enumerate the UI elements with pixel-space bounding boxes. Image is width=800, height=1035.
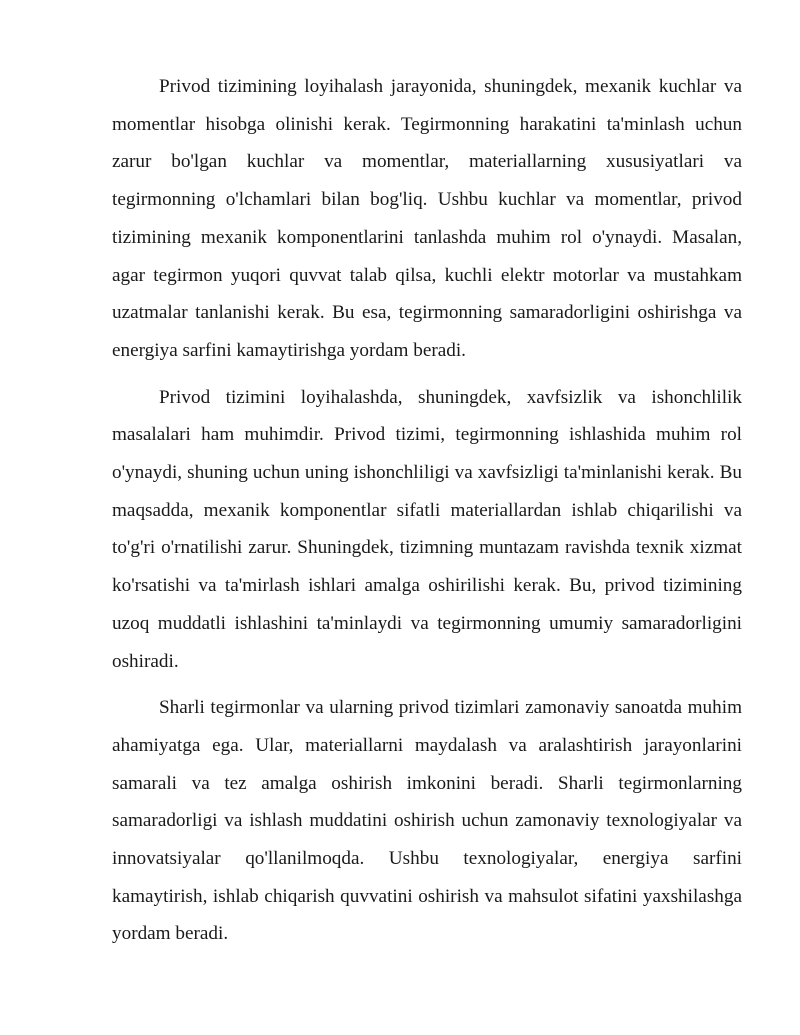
paragraph-3: Sharli tegirmonlar va ularning privod tizimlari zamonaviy sanoatda muhim ahamiyatga ega. Ular, materiallarni maydalash va aralashtirish jarayonlarini samarali va tez amalga oshirish imkonini beradi. Sharli tegirmonlarning samaradorligi va ishlash muddatini oshirish uchun zamonaviy texnologiyalar va innovatsiyalar qo'llanilmoqda. Ushbu texnologiyalar, energiya sarfini kamaytirish, ishlab chiqarish quvvatini oshirish va mahsulot sifatini yaxshilashga yordam beradi. <box>112 697 742 945</box>
paragraph-1: Privod tizimining loyihalash jarayonida, shuningdek, mexanik kuchlar va momentlar hisobga olinishi kerak. Tegirmonning harakatini ta'minlash uchun zarur bo'lgan kuchlar va momentlar, materiallarning xususiyatlari va tegirmonning o'lchamlari bilan bog'liq. Ushbu kuchlar va momentlar, privod tizimining mexanik komponentlarini tanlashda muhim rol o'ynaydi. Masalan, agar tegirmon yuqori quvvat talab qilsa, kuchli elektr motorlar va mustahkam uzatmalar tanlanishi kerak. Bu esa, tegirmonning samaradorligini oshirishga va energiya sarfini kamaytirishga yordam beradi. <box>112 76 742 361</box>
paragraph-2: Privod tizimini loyihalashda, shuningdek, xavfsizlik va ishonchlilik masalalari ham muhimdir. Privod tizimi, tegirmonning ishlashida muhim rol o'ynaydi, shuning uchun uning ishonchliligi va xavfsizligi ta'minlanishi kerak. Bu maqsadda, mexanik komponentlar sifatli materiallardan ishlab chiqarilishi va to'g'ri o'rnatilishi zarur. Shuningdek, tizimning muntazam ravishda texnik xizmat ko'rsatishi va ta'mirlash ishlari amalga oshirilishi kerak. Bu, privod tizimining uzoq muddatli ishlashini ta'minlaydi va tegirmonning umumiy samaradorligini oshiradi. <box>112 386 742 672</box>
document-page <box>112 68 742 962</box>
